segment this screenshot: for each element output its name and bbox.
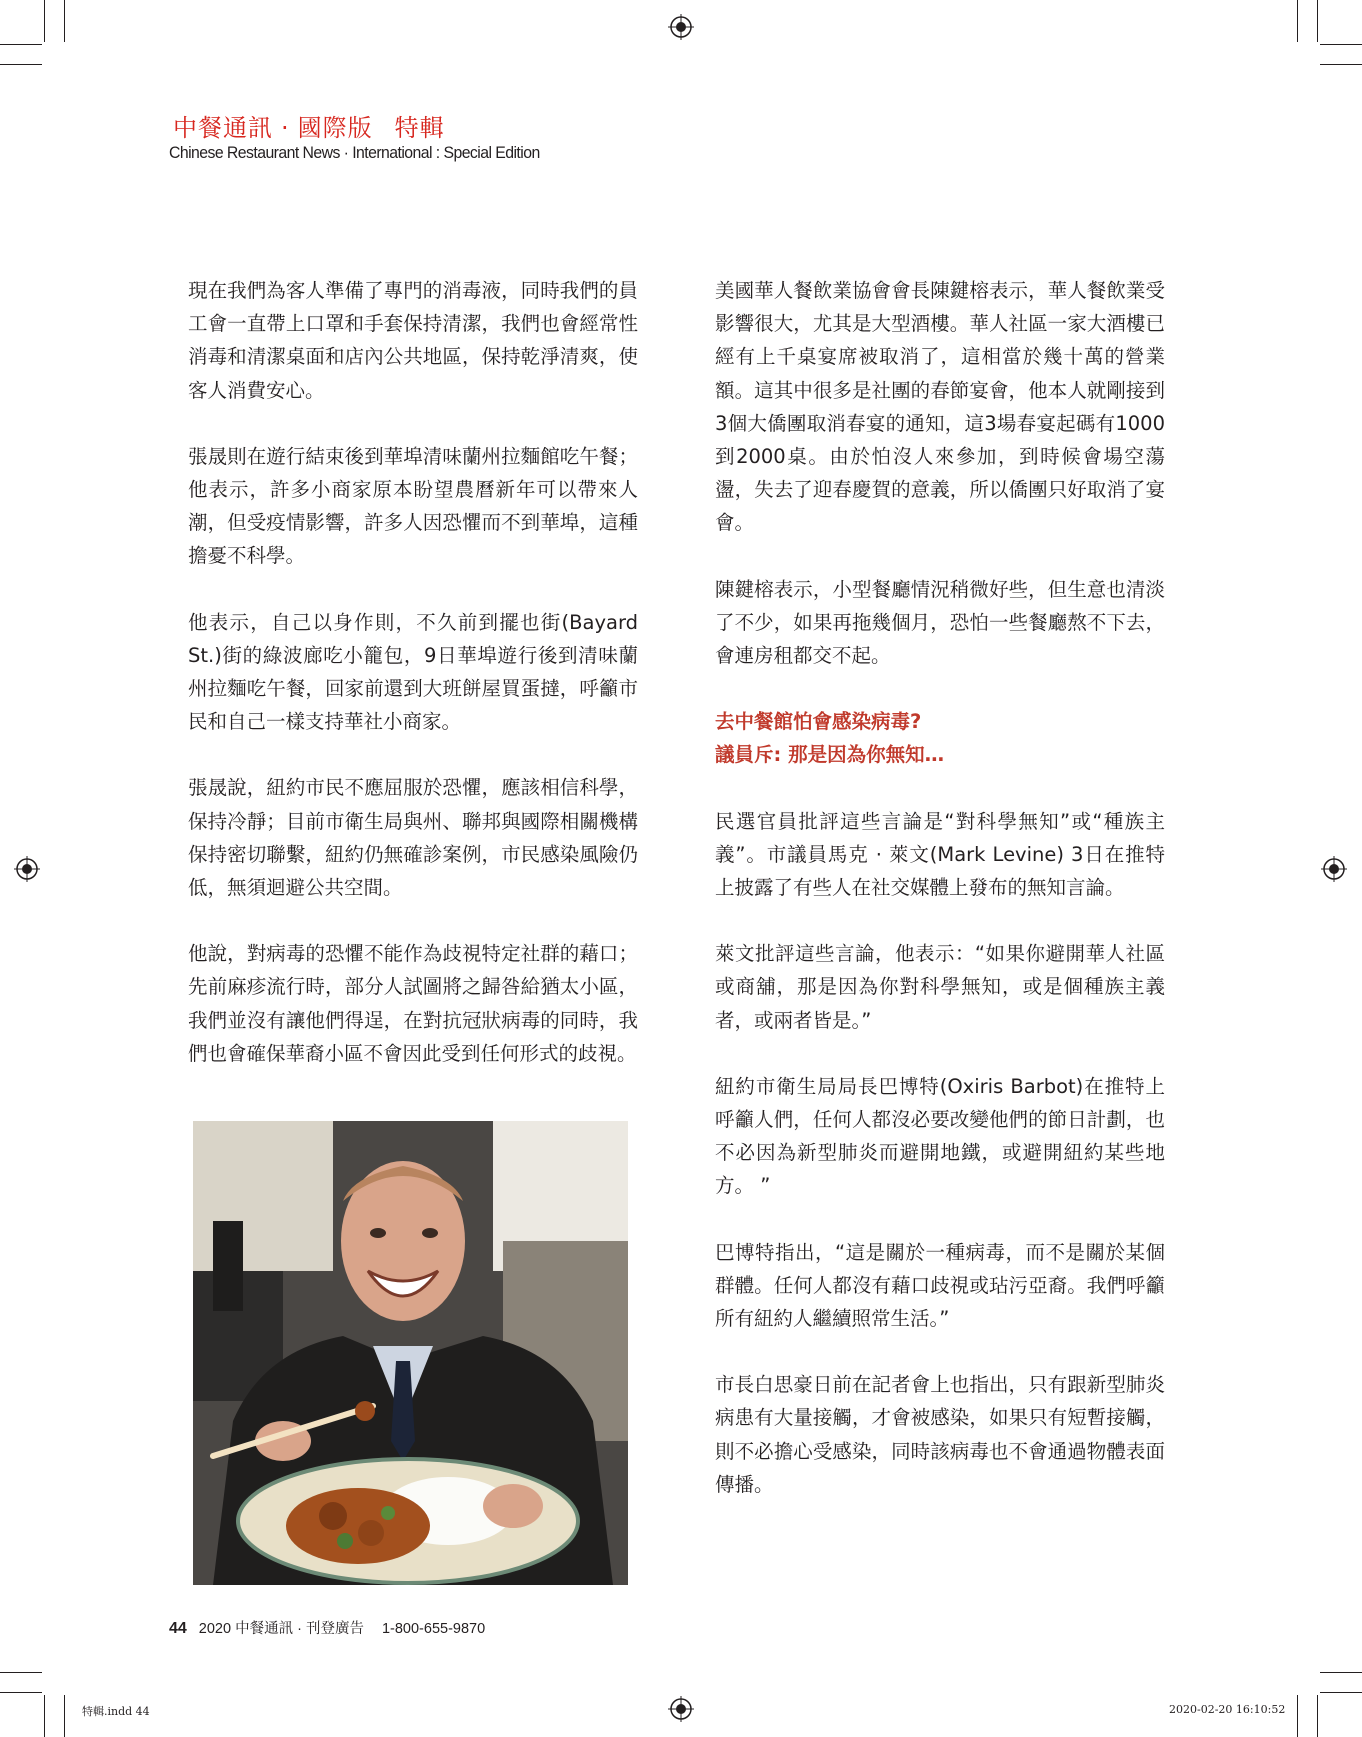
paragraph: 現在我們為客人準備了專門的消毒液，同時我們的員工會一直帶上口罩和手套保持清潔，我們也會經常性消毒和清潔桌面和店內公共地區，保持乾淨清爽，使客人消費安心。	[188, 279, 638, 402]
paragraph: 他表示，自己以身作則，不久前到擺也街(Bayard St.)街的綠波廊吃小籠包，9日華埠遊行後到清味蘭州拉麵吃午餐，回家前還到大班餅屋買蛋撻，呼籲市民和自己一樣支持華社小商家。	[188, 610, 638, 734]
paragraph: 紐約市衛生局局長巴博特(Oxiris Barbot)在推特上呼籲人們，任何人都沒必要改變他們的節日計劃，也不必因為新型肺炎而避開地鐵，或避開紐約某些地方。 ”	[715, 1074, 1165, 1198]
header-english: Chinese Restaurant News · International : Special Edition	[169, 143, 540, 162]
paragraph: 市長白思豪日前在記者會上也指出，只有跟新型肺炎病患有大量接觸，才會被感染，如果只有短暫接觸，則不必擔心受感染，同時該病毒也不會通過物體表面傳播。	[715, 1373, 1165, 1496]
header-special: 特輯	[394, 114, 445, 142]
subheading-line-1: 去中餐館怕會感染病毒?	[715, 710, 922, 734]
header-separator: ·	[281, 114, 290, 142]
photo-man-eating	[193, 1121, 628, 1585]
registration-mark-icon	[1321, 856, 1347, 882]
paragraph: 萊文批評這些言論，他表示：“如果你避開華人社區或商舖，那是因為你對科學無知，或是個種族主義者，或兩者皆是。”	[715, 942, 1165, 1032]
footer-phone: 1-800-655-9870	[381, 1621, 486, 1637]
paragraph: 張晟說，紐約市民不應屈服於恐懼，應該相信科學，保持冷靜；目前市衛生局與州、聯邦與國際相關機構保持密切聯繫，紐約仍無確診案例，市民感染風險仍低，無須迴避公共空間。	[188, 776, 638, 900]
section-header	[173, 108, 445, 143]
crop-mark	[0, 44, 42, 45]
crop-mark	[1297, 1695, 1298, 1737]
crop-mark	[0, 64, 42, 65]
registration-mark-icon	[668, 1696, 694, 1722]
subheading-line-2: 議員斥: 那是因為你無知…	[715, 743, 945, 767]
crop-mark	[0, 1672, 42, 1673]
paragraph: 他說，對病毒的恐懼不能作為歧視特定社群的藉口；先前麻疹流行時，部分人試圖將之歸咎給猶太小區，我們並沒有讓他們得逞，在對抗冠狀病毒的同時，我們也會確保華裔小區不會因此受到任何形式的歧視。	[188, 942, 638, 1065]
paragraph: 巴博特指出，“這是關於一種病毒，而不是關於某個群體。任何人都沒有藉口歧視或玷污亞裔。我們呼籲所有紐約人繼續照常生活。”	[715, 1240, 1165, 1331]
crop-mark	[1317, 0, 1318, 42]
registration-mark-icon	[14, 856, 40, 882]
crop-mark	[1320, 1672, 1362, 1673]
crop-mark	[44, 0, 45, 42]
header-title-2: 國際版	[297, 114, 373, 142]
header-title-1: 中餐通訊	[173, 114, 273, 142]
paragraph: 陳鍵榕表示，小型餐廳情況稍微好些，但生意也清淡了不少，如果再拖幾個月，恐怕一些餐廳熬不下去，會連房租都交不起。	[715, 577, 1165, 668]
footer-publication: 2020 中餐通訊 · 刊登廣告	[198, 1621, 364, 1637]
crop-mark	[1320, 64, 1362, 65]
subheading	[715, 705, 1165, 771]
crop-mark	[64, 0, 65, 42]
crop-mark	[1317, 1695, 1318, 1737]
registration-mark-icon	[668, 14, 694, 40]
crop-mark	[1320, 44, 1362, 45]
crop-mark	[1320, 1692, 1362, 1693]
crop-mark	[1297, 0, 1298, 42]
page-number: 44	[169, 1620, 187, 1637]
right-column	[715, 274, 1165, 1534]
paragraph: 張晟則在遊行結束後到華埠清味蘭州拉麵館吃午餐；他表示，許多小商家原本盼望農曆新年可以帶來人潮，但受疫情影響，許多人因恐懼而不到華埠，這種擔憂不科學。	[188, 444, 638, 568]
slug-filename: 特輯.indd 44	[82, 1705, 150, 1718]
paragraph: 民選官員批評這些言論是“對科學無知”或“種族主義”。市議員馬克 · 萊文(Mark Levine) 3日在推特上披露了有些人在社交媒體上發布的無知言論。	[715, 809, 1165, 900]
slug-timestamp: 2020-02-20 16:10:52	[1169, 1703, 1286, 1716]
crop-mark	[44, 1695, 45, 1737]
paragraph: 美國華人餐飲業協會會長陳鍵榕表示，華人餐飲業受影響很大，尤其是大型酒樓。華人社區一家大酒樓已經有上千桌宴席被取消了，這相當於幾十萬的營業額。這其中很多是社團的春節宴會，他本人就剛接到3個大僑團取消春宴的通知，這3場春宴起碼有1000到2000桌。由於怕沒人來參加，到時候會場空蕩盪，失去了迎春慶賀的意義，所以僑團只好取消了宴會。	[715, 279, 1165, 535]
crop-mark	[64, 1695, 65, 1737]
left-column	[188, 274, 638, 1103]
page-footer	[169, 1617, 485, 1638]
crop-mark	[0, 1692, 42, 1693]
